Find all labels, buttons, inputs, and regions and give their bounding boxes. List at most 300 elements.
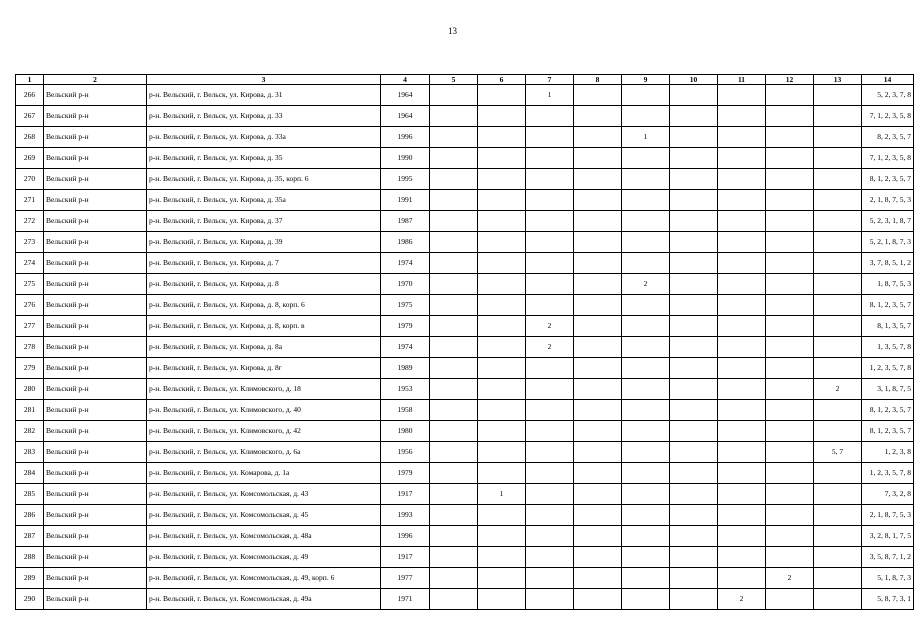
table-cell-col-3: р-н. Вельский, г. Вельск, ул. Комсомольская, д. 49 [147,547,381,568]
table-cell-col-10 [670,505,718,526]
table-cell-col-4: 1974 [381,253,430,274]
table-cell-col-8 [574,295,622,316]
table-cell-col-10 [670,211,718,232]
table-cell-col-5 [430,379,478,400]
table-cell-col-3: р-н. Вельский, г. Вельск, ул. Комсомольская, д. 45 [147,505,381,526]
table-row [16,148,914,169]
table-cell-col-4: 1986 [381,232,430,253]
table-cell-col-6 [478,526,526,547]
table-cell-col-1: 275 [16,274,44,295]
table-cell-col-1: 280 [16,379,44,400]
table-cell-col-6 [478,148,526,169]
table-cell-col-12 [766,295,814,316]
table-cell-col-5 [430,337,478,358]
table-cell-col-8 [574,316,622,337]
table-cell-col-3: р-н. Вельский, г. Вельск, ул. Климовского, д. 42 [147,421,381,442]
column-header-13: 13 [814,75,862,85]
table-cell-col-5 [430,169,478,190]
table-cell-col-13 [814,169,862,190]
table-cell-col-10 [670,169,718,190]
table-cell-col-10 [670,568,718,589]
page-number: 13 [448,26,457,36]
table-cell-col-14: 5, 2, 3, 7, 8 [862,85,914,106]
table-cell-col-6 [478,316,526,337]
table-row [16,547,914,568]
table-cell-col-3: р-н. Вельский, г. Вельск, ул. Кирова, д. 33 [147,106,381,127]
table-cell-col-10 [670,337,718,358]
table-cell-col-11 [718,295,766,316]
table-cell-col-4: 1917 [381,547,430,568]
table-cell-col-1: 285 [16,484,44,505]
table-cell-col-8 [574,568,622,589]
table-cell-col-3: р-н. Вельский, г. Вельск, ул. Комсомольская, д. 43 [147,484,381,505]
table-cell-col-13 [814,589,862,610]
table-cell-col-13 [814,274,862,295]
table-cell-col-1: 290 [16,589,44,610]
table-cell-col-1: 282 [16,421,44,442]
table-cell-col-8 [574,463,622,484]
table-cell-col-7 [526,358,574,379]
table-cell-col-11 [718,526,766,547]
table-cell-col-2: Вельский р-н [44,253,147,274]
table-cell-col-10 [670,316,718,337]
table-cell-col-7 [526,505,574,526]
table-cell-col-6 [478,211,526,232]
table-cell-col-4: 1974 [381,337,430,358]
table-cell-col-12 [766,232,814,253]
table-cell-col-14: 7, 3, 2, 8 [862,484,914,505]
table-cell-col-8 [574,505,622,526]
table-cell-col-12 [766,106,814,127]
table-cell-col-11 [718,547,766,568]
table-cell-col-2: Вельский р-н [44,568,147,589]
table-cell-col-9: 2 [622,274,670,295]
table-cell-col-11: 2 [718,589,766,610]
column-header-4: 4 [381,75,430,85]
table-cell-col-4: 1975 [381,295,430,316]
table-cell-col-7 [526,379,574,400]
table-cell-col-4: 1993 [381,505,430,526]
table-cell-col-9 [622,169,670,190]
table-cell-col-11 [718,568,766,589]
table-cell-col-2: Вельский р-н [44,274,147,295]
table-cell-col-14: 1, 2, 3, 5, 7, 8 [862,463,914,484]
table-cell-col-10 [670,442,718,463]
table-cell-col-11 [718,253,766,274]
table-cell-col-5 [430,568,478,589]
table-cell-col-9 [622,85,670,106]
table-row [16,442,914,463]
table-cell-col-11 [718,400,766,421]
table-cell-col-11 [718,190,766,211]
table-cell-col-3: р-н. Вельский, г. Вельск, ул. Кирова, д. 7 [147,253,381,274]
table-cell-col-5 [430,400,478,421]
table-cell-col-9 [622,295,670,316]
table-cell-col-7 [526,484,574,505]
table-cell-col-9 [622,442,670,463]
table-cell-col-2: Вельский р-н [44,169,147,190]
table-cell-col-1: 283 [16,442,44,463]
table-cell-col-14: 5, 2, 3, 1, 8, 7 [862,211,914,232]
table-cell-col-14: 3, 2, 8, 1, 7, 5 [862,526,914,547]
table-cell-col-1: 268 [16,127,44,148]
table-cell-col-2: Вельский р-н [44,358,147,379]
table-cell-col-5 [430,421,478,442]
table-cell-col-3: р-н. Вельский, г. Вельск, ул. Кирова, д. 8г [147,358,381,379]
table-cell-col-13 [814,505,862,526]
table-cell-col-7 [526,211,574,232]
table-cell-col-8 [574,274,622,295]
column-header-10: 10 [670,75,718,85]
table-cell-col-2: Вельский р-н [44,85,147,106]
table-cell-col-5 [430,127,478,148]
table-cell-col-7 [526,295,574,316]
table-cell-col-13 [814,253,862,274]
table-cell-col-9 [622,358,670,379]
table-cell-col-14: 1, 2, 3, 8 [862,442,914,463]
table-row [16,505,914,526]
table-cell-col-6 [478,85,526,106]
table-cell-col-3: р-н. Вельский, г. Вельск, ул. Кирова, д. 35а [147,190,381,211]
table-cell-col-5 [430,442,478,463]
table-cell-col-8 [574,442,622,463]
table-cell-col-5 [430,148,478,169]
table-cell-col-6 [478,505,526,526]
table-cell-col-9 [622,211,670,232]
table-cell-col-9 [622,148,670,169]
table-cell-col-1: 266 [16,85,44,106]
table-cell-col-12 [766,274,814,295]
registry-table [15,74,914,610]
table-cell-col-12 [766,442,814,463]
table-header [16,75,914,85]
column-header-14: 14 [862,75,914,85]
table-row [16,379,914,400]
table-cell-col-2: Вельский р-н [44,442,147,463]
table-cell-col-8 [574,190,622,211]
table-cell-col-7 [526,169,574,190]
table-cell-col-12 [766,211,814,232]
table-cell-col-3: р-н. Вельский, г. Вельск, ул. Кирова, д. 39 [147,232,381,253]
table-cell-col-2: Вельский р-н [44,463,147,484]
table-cell-col-7 [526,421,574,442]
table-cell-col-13 [814,127,862,148]
table-cell-col-6 [478,106,526,127]
table-cell-col-9 [622,547,670,568]
table-cell-col-14: 7, 1, 2, 3, 5, 8 [862,148,914,169]
table-cell-col-8 [574,337,622,358]
table-row [16,358,914,379]
table-cell-col-12 [766,505,814,526]
table-cell-col-7 [526,106,574,127]
table-cell-col-11 [718,316,766,337]
table-cell-col-13 [814,358,862,379]
table-cell-col-10 [670,232,718,253]
table-cell-col-3: р-н. Вельский, г. Вельск, ул. Климовского, д. 6а [147,442,381,463]
table-cell-col-8 [574,232,622,253]
table-cell-col-6 [478,253,526,274]
table-cell-col-4: 1987 [381,211,430,232]
table-cell-col-13 [814,421,862,442]
table-row [16,295,914,316]
table-cell-col-8 [574,169,622,190]
column-header-1: 1 [16,75,44,85]
table-cell-col-14: 2, 1, 8, 7, 5, 3 [862,190,914,211]
table-cell-col-6 [478,421,526,442]
table-cell-col-9 [622,316,670,337]
table-cell-col-11 [718,442,766,463]
table-cell-col-5 [430,484,478,505]
table-cell-col-11 [718,358,766,379]
table-cell-col-3: р-н. Вельский, г. Вельск, ул. Кирова, д. 8а [147,337,381,358]
table-cell-col-9 [622,484,670,505]
table-cell-col-3: р-н. Вельский, г. Вельск, ул. Кирова, д. 8, корп. 6 [147,295,381,316]
table-cell-col-12 [766,85,814,106]
table-cell-col-1: 284 [16,463,44,484]
table-cell-col-3: р-н. Вельский, г. Вельск, ул. Кирова, д. 37 [147,211,381,232]
table-cell-col-14: 8, 1, 2, 3, 5, 7 [862,421,914,442]
table-cell-col-11 [718,127,766,148]
table-cell-col-6 [478,295,526,316]
table-cell-col-4: 1996 [381,526,430,547]
table-cell-col-11 [718,211,766,232]
column-header-8: 8 [574,75,622,85]
column-header-3: 3 [147,75,381,85]
column-header-11: 11 [718,75,766,85]
table-cell-col-3: р-н. Вельский, г. Вельск, ул. Климовского, д. 40 [147,400,381,421]
table-cell-col-2: Вельский р-н [44,589,147,610]
table-cell-col-4: 1979 [381,463,430,484]
table-cell-col-6 [478,190,526,211]
table-cell-col-3: р-н. Вельский, г. Вельск, ул. Кирова, д. 8, корп. в [147,316,381,337]
table-row [16,316,914,337]
table-cell-col-3: р-н. Вельский, г. Вельск, ул. Климовского, д. 18 [147,379,381,400]
table-row [16,463,914,484]
table-cell-col-5 [430,295,478,316]
table-cell-col-7 [526,589,574,610]
table-row [16,274,914,295]
table-cell-col-2: Вельский р-н [44,232,147,253]
table-cell-col-5 [430,106,478,127]
table-cell-col-6 [478,274,526,295]
table-cell-col-6 [478,379,526,400]
table-cell-col-7 [526,148,574,169]
table-cell-col-6 [478,232,526,253]
table-cell-col-8 [574,106,622,127]
table-cell-col-1: 289 [16,568,44,589]
table-cell-col-14: 5, 1, 8, 7, 3 [862,568,914,589]
table-cell-col-8 [574,484,622,505]
table-cell-col-14: 3, 1, 8, 7, 5 [862,379,914,400]
table-cell-col-6 [478,547,526,568]
table-cell-col-6 [478,169,526,190]
table-cell-col-2: Вельский р-н [44,547,147,568]
table-cell-col-1: 272 [16,211,44,232]
table-row [16,211,914,232]
table-cell-col-8 [574,421,622,442]
table-cell-col-1: 270 [16,169,44,190]
table-cell-col-13 [814,337,862,358]
table-cell-col-9 [622,253,670,274]
table-cell-col-6 [478,337,526,358]
table-cell-col-11 [718,85,766,106]
table-cell-col-10 [670,253,718,274]
table-cell-col-12 [766,589,814,610]
table-cell-col-12 [766,316,814,337]
table-cell-col-7 [526,253,574,274]
table-cell-col-10 [670,274,718,295]
table-cell-col-13 [814,526,862,547]
table-cell-col-14: 2, 1, 8, 7, 5, 3 [862,505,914,526]
table-cell-col-10 [670,421,718,442]
table-cell-col-13 [814,463,862,484]
table-cell-col-13 [814,316,862,337]
table-cell-col-8 [574,253,622,274]
table-cell-col-4: 1989 [381,358,430,379]
table-cell-col-9 [622,421,670,442]
table-cell-col-12 [766,127,814,148]
table-cell-col-4: 1971 [381,589,430,610]
table-row [16,484,914,505]
table-cell-col-10 [670,589,718,610]
table-cell-col-2: Вельский р-н [44,484,147,505]
table-cell-col-8 [574,85,622,106]
table-cell-col-12 [766,421,814,442]
table-cell-col-1: 267 [16,106,44,127]
table-cell-col-1: 271 [16,190,44,211]
table-cell-col-4: 1958 [381,400,430,421]
table-cell-col-9 [622,463,670,484]
table-cell-col-11 [718,274,766,295]
table-cell-col-13 [814,547,862,568]
table-cell-col-13 [814,232,862,253]
table-cell-col-13 [814,148,862,169]
table-cell-col-8 [574,547,622,568]
table-row [16,85,914,106]
table-cell-col-14: 1, 8, 7, 5, 3 [862,274,914,295]
table-cell-col-10 [670,295,718,316]
table-cell-col-13 [814,85,862,106]
table-cell-col-10 [670,547,718,568]
table-cell-col-4: 1990 [381,148,430,169]
table-cell-col-9 [622,232,670,253]
table-cell-col-12 [766,379,814,400]
table-cell-col-7 [526,232,574,253]
table-cell-col-9 [622,190,670,211]
table-cell-col-3: р-н. Вельский, г. Вельск, ул. Кирова, д. 33а [147,127,381,148]
table-row [16,526,914,547]
table-cell-col-3: р-н. Вельский, г. Вельск, ул. Кирова, д. 35 [147,148,381,169]
table-cell-col-9 [622,589,670,610]
table-row [16,337,914,358]
table-cell-col-2: Вельский р-н [44,421,147,442]
table-cell-col-6 [478,589,526,610]
table-cell-col-9 [622,337,670,358]
table-row [16,127,914,148]
table-cell-col-1: 277 [16,316,44,337]
table-cell-col-4: 1964 [381,85,430,106]
table-cell-col-5 [430,505,478,526]
table-cell-col-13 [814,190,862,211]
table-cell-col-12 [766,463,814,484]
table-cell-col-12 [766,358,814,379]
table-cell-col-11 [718,463,766,484]
table-cell-col-10 [670,85,718,106]
table-cell-col-9 [622,526,670,547]
table-cell-col-2: Вельский р-н [44,379,147,400]
table-cell-col-11 [718,169,766,190]
table-cell-col-14: 8, 2, 3, 5, 7 [862,127,914,148]
table-cell-col-11 [718,232,766,253]
table-cell-col-2: Вельский р-н [44,127,147,148]
table-cell-col-7 [526,274,574,295]
table-cell-col-13 [814,484,862,505]
table-cell-col-4: 1917 [381,484,430,505]
table-row [16,421,914,442]
table-cell-col-8 [574,211,622,232]
table-cell-col-6 [478,400,526,421]
table-cell-col-7 [526,568,574,589]
table-cell-col-11 [718,421,766,442]
column-header-2: 2 [44,75,147,85]
table-cell-col-5 [430,232,478,253]
table-cell-col-4: 1979 [381,316,430,337]
table-row [16,253,914,274]
table-cell-col-10 [670,106,718,127]
table-cell-col-12 [766,526,814,547]
table-cell-col-10 [670,358,718,379]
table-cell-col-8 [574,526,622,547]
table-cell-col-8 [574,127,622,148]
table-cell-col-8 [574,148,622,169]
table-cell-col-6 [478,463,526,484]
table-cell-col-1: 279 [16,358,44,379]
table-row [16,169,914,190]
table-cell-col-2: Вельский р-н [44,400,147,421]
table-cell-col-4: 1964 [381,106,430,127]
table-cell-col-13 [814,295,862,316]
table-cell-col-10 [670,127,718,148]
table-cell-col-12 [766,253,814,274]
table-cell-col-1: 276 [16,295,44,316]
table-cell-col-14: 5, 2, 1, 8, 7, 3 [862,232,914,253]
column-header-9: 9 [622,75,670,85]
table-cell-col-12 [766,547,814,568]
column-header-6: 6 [478,75,526,85]
table-row [16,400,914,421]
table-row [16,568,914,589]
table-cell-col-13 [814,400,862,421]
table-cell-col-3: р-н. Вельский, г. Вельск, ул. Комарова, д. 1а [147,463,381,484]
table-cell-col-9 [622,106,670,127]
table-cell-col-6 [478,568,526,589]
table-cell-col-2: Вельский р-н [44,211,147,232]
table-cell-col-14: 8, 1, 3, 5, 7 [862,316,914,337]
table-cell-col-13 [814,106,862,127]
table-cell-col-12 [766,484,814,505]
table-cell-col-12 [766,337,814,358]
table-cell-col-14: 3, 7, 8, 5, 1, 2 [862,253,914,274]
column-header-12: 12 [766,75,814,85]
table-cell-col-14: 7, 1, 2, 3, 5, 8 [862,106,914,127]
table-cell-col-12 [766,148,814,169]
table-cell-col-4: 1996 [381,127,430,148]
table-cell-col-3: р-н. Вельский, г. Вельск, ул. Комсомольская, д. 49, корп. 6 [147,568,381,589]
table-cell-col-7 [526,463,574,484]
table-cell-col-4: 1956 [381,442,430,463]
table-cell-col-8 [574,589,622,610]
table-cell-col-4: 1953 [381,379,430,400]
